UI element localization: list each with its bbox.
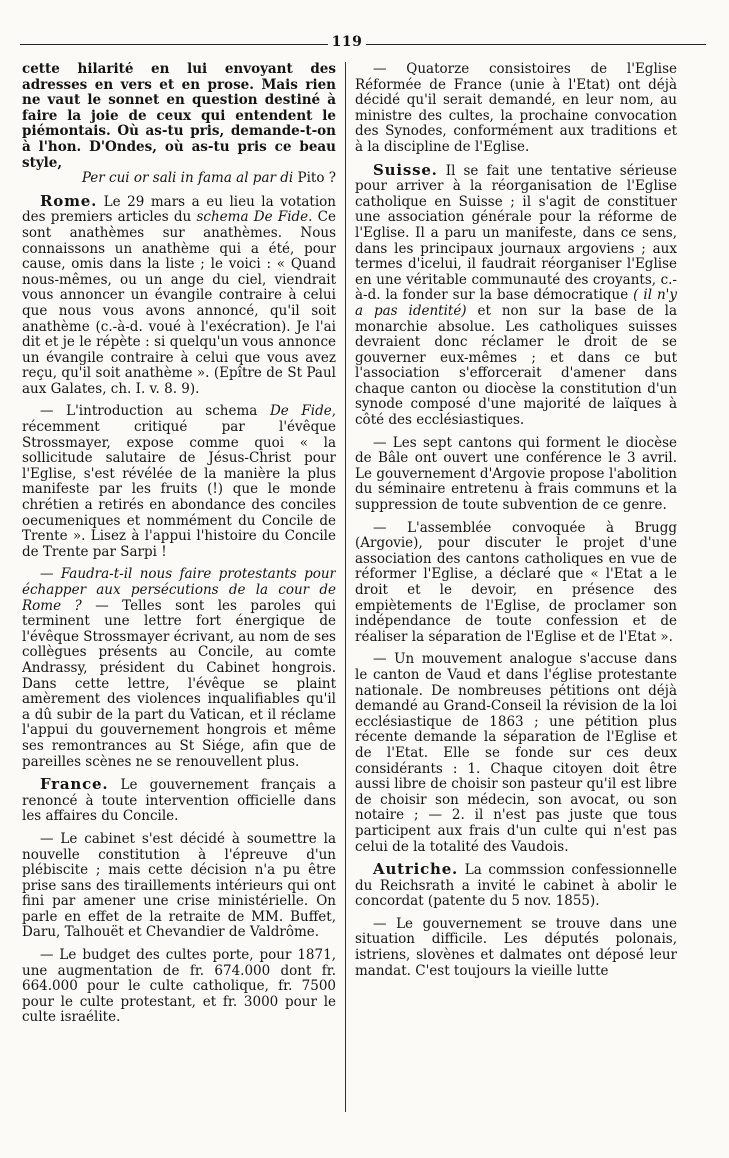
paragraph-text: — Le gouvernement se trouve dans une situation difficile. Les députés polonais, istriens, slovènes et dalmates ont déposé leur mandat. C'est toujours la vieille lutte bbox=[355, 915, 677, 979]
paragraph-text: — L'introduction au schema bbox=[40, 403, 258, 420]
section-heading-rome: Rome. bbox=[40, 191, 98, 210]
paragraph-text: — Les sept cantons qui forment le diocèse de Bâle ont ouvert une conférence le 3 avril. Le gouvernement d'Argovie propose l'abolition du séminaire entretenu à frais communs et la suppression de toute subvention de ce genre. bbox=[355, 434, 677, 514]
paragraph-sept-cantons bbox=[355, 436, 677, 514]
paragraph-text: — Telles sont les paroles qui terminent une lettre fort énergique de l'évêque Strossmayer écrivant, au nom de ses collègues présents au Concile, au comte Andrassy, président du Cabinet hongrois. Dans cette lettre, l'évêque se plaint amèrement des violences inqualifiables qu'il a dû subir de la part du Vatican, et il réclame l'appui du gouvernement hongrois et même ses remontrances au St Siége, afin que de pareilles scènes ne se renouvellent plus. bbox=[22, 597, 336, 770]
paragraph-text: et non sur la base de la monarchie absolue. Les catholiques suisses devraient donc réclamer le droit de se gouverner eux-mêmes ; et dans ce but l'association s'efforcerait d'amener dans chaque canton ou diocèse la constitution d'un synode composé d'une majorité de laïques à côté des ecclésiastiques. bbox=[355, 302, 677, 429]
paragraph-autriche bbox=[355, 862, 677, 910]
right-column bbox=[355, 62, 677, 1122]
paragraph-faudra bbox=[22, 567, 336, 770]
paragraph-vaud bbox=[355, 652, 677, 855]
quote-line bbox=[22, 171, 336, 187]
paragraph-text: — Quatorze consistoires de l'Eglise Réformée de France (unie à l'Etat) ont déjà décidé qu'il serait demandé, en leur nom, au ministre des cultes, la prochaine convocation des Synodes, conformément aux traditions et à la discipline de l'Eglise. bbox=[355, 62, 677, 155]
paragraph-hilarite bbox=[22, 62, 336, 171]
paragraph-rome bbox=[22, 191, 336, 398]
italic-text: ( il n'y a pas identité) bbox=[355, 287, 677, 319]
paragraph-text: Le gouvernement français a renoncé à toute intervention officielle dans les affaires du Concile. bbox=[22, 777, 336, 825]
header-rule-left bbox=[20, 44, 328, 45]
paragraph-text: — Un mouvement analogue s'accuse dans le canton de Vaud et dans l'église protestante nationale. De nombreuses pétitions ont déjà demandé au Grand-Conseil la révision de la loi ecclésiastique de 1863 ; une pétition plus récente demande la séparation de l'Eglise et de l'Etat. Elle se fonde sur ces deux considérants : 1. Chaque citoyen doit être aussi libre de choisir son pasteur qu'il est libre de choisir son médecin, son avocat, ou son notaire ; — 2. il n'est pas juste que tous participent aux frais d'un culte qui n'est pas celui de la totalité des Vaudois. bbox=[355, 651, 677, 855]
left-column bbox=[22, 62, 336, 1122]
header-rule-right bbox=[366, 44, 706, 45]
paragraph-france bbox=[22, 777, 336, 825]
paragraph-brugg bbox=[355, 521, 677, 646]
section-heading-autriche: Autriche. bbox=[373, 860, 459, 879]
paragraph-text: Il se fait une tentative sérieuse pour arriver à la réorganisation de l'Eglise catholique en Suisse ; il s'agit de constituer une association générale pour la réforme de l'Eglise. Il a paru un manifeste, dans ce sens, dans les principaux journaux argoviens ; aux termes d'icelui, il faudrait réorganiser l'Eglise en une véritable communauté des croyants, c.-à-d. la fonder sur la base démocratique bbox=[355, 162, 677, 304]
paragraph-text: . Ce sont anathèmes sur anathèmes. Nous connaissons un anathème qui a été, pour cause, omis dans la liste ; le voici : « Quand nous-mêmes, ou un ange du ciel, viendrait vous annoncer un évangile contraire à celui que nous vous avons annoncé, qu'il soit anathème (c.-à-d. voué à l'exécration). Je l'ai dit et je le répète : si quelqu'un vous annonce un évangile contraire à celui que vous avez reçu, qu'il soit anathème ». (Epître de St Paul aux Galates, ch. I. v. 8. 9). bbox=[22, 209, 336, 397]
paragraph-gouvernement bbox=[355, 917, 677, 979]
paragraph-text: — Le budget des cultes porte, pour 1871, une augmentation de fr. 674.000 dont fr. 664.000 pour le culte catholique, fr. 7500 pour le culte protestant, et fr. 3000 pour le culte israélite. bbox=[22, 947, 336, 1026]
paragraph-cabinet bbox=[22, 832, 336, 941]
paragraph-text: La commssion confessionnelle du Reichsrath a invité le cabinet à abolir le concordat (patente du 5 nov. 1855). bbox=[355, 862, 677, 910]
paragraph-text: — L'assemblée convoquée à Brugg (Argovie), pour discuter le projet d'une association des cantons catholiques en vue de réformer l'Eglise, a déclaré que « l'Etat a le droit et le devoir, en présence des empiètements de l'Eglise, de proclamer son indépendance de toute confession et de réaliser la séparation de l'Eglise et de l'Etat ». bbox=[355, 519, 677, 645]
quote-end: Pito ? bbox=[297, 170, 336, 187]
quote-text: Per cui or sali in fama al par di bbox=[81, 170, 294, 187]
paragraph-budget bbox=[22, 948, 336, 1026]
page-number: 119 bbox=[331, 34, 363, 50]
paragraph-suisse bbox=[355, 160, 677, 429]
italic-text: De Fide bbox=[269, 403, 332, 420]
paragraph-consistoires bbox=[355, 62, 677, 156]
column-divider bbox=[345, 62, 346, 1112]
italic-title: — Faudra-t-il nous faire protestants pour échapper aux persécutions de la cour de Rome ? bbox=[22, 566, 336, 614]
italic-text: schema De Fide bbox=[196, 209, 309, 226]
paragraph-introduction bbox=[22, 404, 336, 560]
paragraph-text: cette hilarité en lui envoyant des adresses en vers et en prose. Mais rien ne vaut le sonnet en question destiné à faire la joie de ceux qui entendent le piémontais. Où as-tu pris, demande-t-on à l'hon. D'Ondes, où as-tu pris ce beau style, bbox=[22, 62, 336, 171]
section-heading-france: France. bbox=[40, 775, 109, 794]
paragraph-text: Le 29 mars a eu lieu la votation des premiers articles du bbox=[22, 193, 336, 226]
paragraph-text: , récemment critiqué par l'évêque Strossmayer, expose comme quoi « la sollicitude salutaire de Jésus-Christ pour l'Eglise, s'est révélée de la manière la plus manifeste par les fruits (!) que le monde chrétien a retirés en abondance des conciles oecumeniques et nommément du Concile de Trente ». Lisez à l'appui l'histoire du Concile de Trente par Sarpi ! bbox=[22, 403, 336, 560]
section-heading-suisse: Suisse. bbox=[373, 160, 438, 179]
paragraph-text: — Le cabinet s'est décidé à soumettre la nouvelle constitution à l'épreuve d'un plébiscite ; mais cette décision n'a pu être prise sans des tiraillements intérieurs qui ont fini par amener une crise ministérielle. On parle en effet de la retraite de MM. Buffet, Daru, Talhouët et Chevandier de Valdrôme. bbox=[22, 830, 336, 941]
